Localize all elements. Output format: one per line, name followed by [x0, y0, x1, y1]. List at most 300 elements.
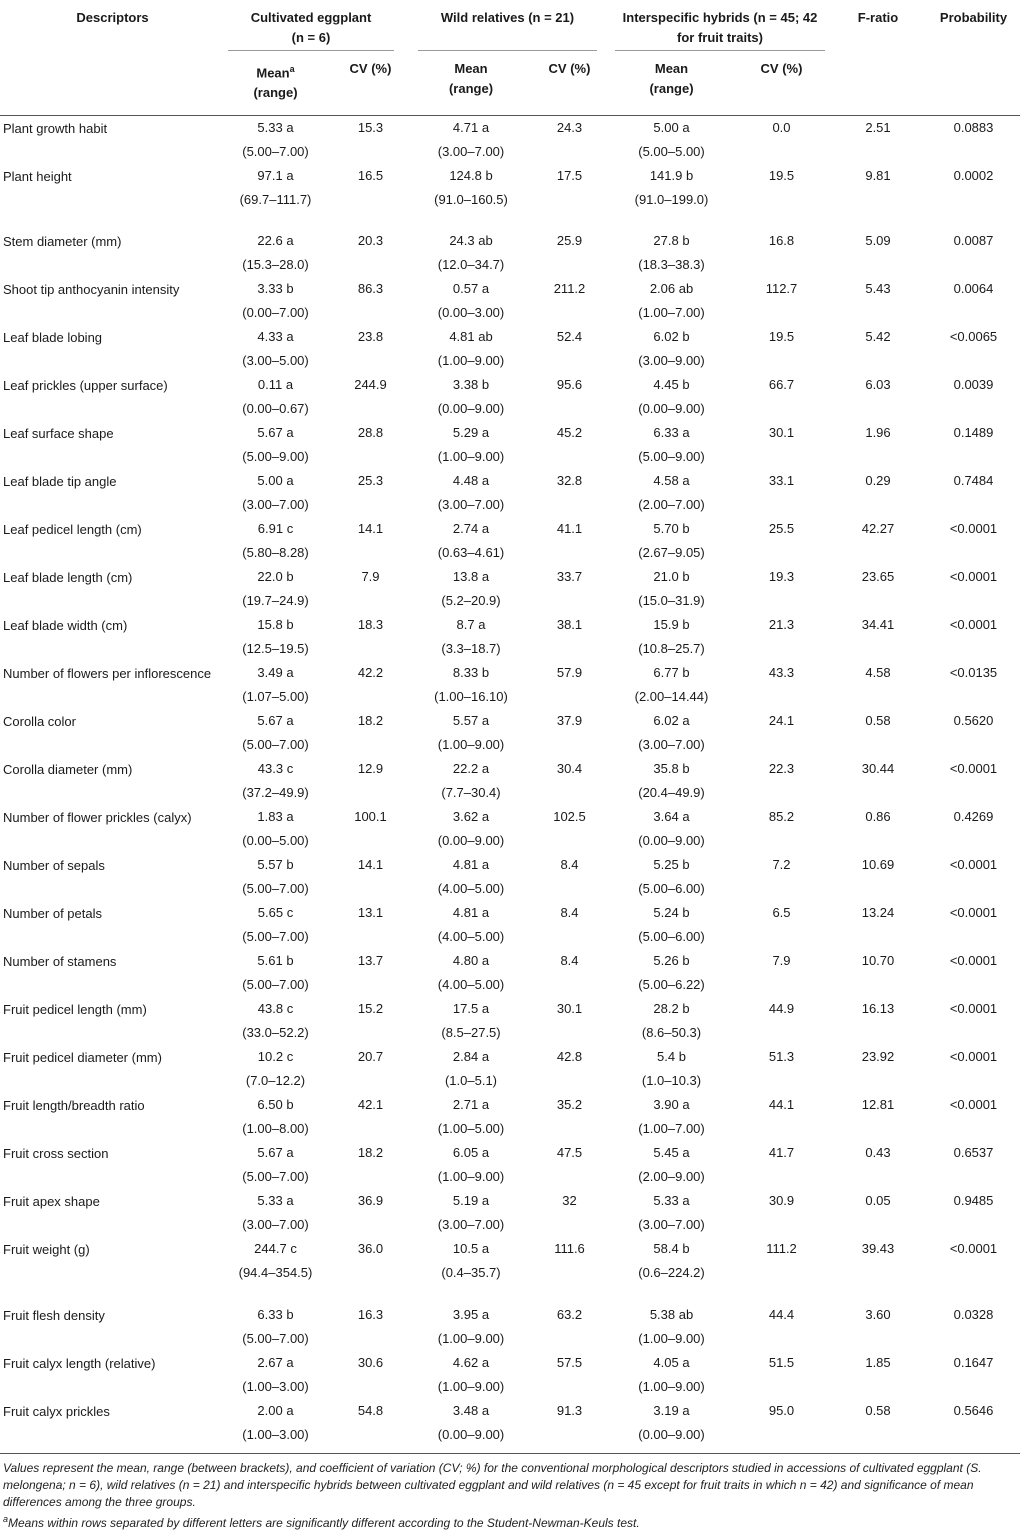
wild-mean-range: [412, 517, 530, 565]
descriptor-name: Fruit length/breadth ratio: [3, 1098, 145, 1113]
hybrids-mean-range: [609, 661, 734, 709]
descriptor-name: Leaf pedicel length (cm): [3, 522, 142, 537]
wild-mean-range: [412, 469, 530, 517]
wild-mean-range: [412, 325, 530, 373]
hybrids-mean-range-mean: 5.26 b: [653, 953, 690, 968]
hybrids-cv: 16.8: [768, 233, 795, 248]
wild-cv: 30.1: [556, 1001, 583, 1016]
cultivated-mean-range: [222, 1399, 329, 1454]
wild-mean-range-range: (0.00–9.00): [437, 1427, 505, 1442]
hybrids-cv: 30.9: [768, 1193, 795, 1208]
hybrids-mean-range-range: (1.0–10.3): [641, 1073, 702, 1088]
cultivated-cv: 15.2: [357, 1001, 384, 1016]
table-row: [0, 373, 1020, 421]
hybrids-mean-range-range: (1.00–7.00): [638, 305, 705, 320]
hybrids-mean-range-range: (8.6–50.3): [641, 1025, 702, 1040]
hybrids-mean-range: [609, 373, 734, 421]
descriptor-name: Number of sepals: [3, 858, 105, 873]
f-ratio-value: 6.03: [865, 377, 891, 392]
wild-mean-range-range: (1.00–9.00): [437, 353, 505, 368]
wild-mean-range-mean: 3.38 b: [452, 377, 490, 392]
wild-mean-range-mean: 5.57 a: [452, 713, 490, 728]
probability-value: 0.0039: [953, 377, 994, 392]
wild-cv: 37.9: [556, 713, 583, 728]
wild-mean-range-mean: 8.7 a: [456, 617, 486, 632]
cultivated-mean-range-mean: 6.50 b: [257, 1097, 294, 1112]
hybrids-mean-range-range: (1.00–9.00): [638, 1379, 705, 1394]
wild-mean-range: [412, 164, 530, 229]
probability-value: <0.0001: [949, 1097, 998, 1112]
wild-mean-range-range: (5.2–20.9): [441, 593, 501, 608]
cultivated-mean-range-range: (5.00–7.00): [242, 929, 309, 944]
wild-mean-range: [412, 805, 530, 853]
table-row: [0, 421, 1020, 469]
probability-value: <0.0001: [949, 857, 998, 872]
wild-cv: 30.4: [556, 761, 583, 776]
hybrids-cv: 41.7: [768, 1145, 795, 1160]
probability-value: <0.0001: [949, 905, 998, 920]
hybrids-mean-range: [609, 1351, 734, 1399]
wild-mean-range-mean: 10.5 a: [452, 1241, 490, 1256]
wild-mean-range-range: (0.63–4.61): [437, 545, 505, 560]
wild-mean-range-range: (0.00–9.00): [437, 401, 505, 416]
cultivated-cv: 13.7: [357, 953, 384, 968]
table-row: [0, 116, 1020, 165]
wild-mean-range: [412, 949, 530, 997]
cultivated-cv: 30.6: [357, 1355, 384, 1370]
probability-value: 0.6537: [953, 1145, 994, 1160]
hybrids-mean-range-mean: 35.8 b: [653, 761, 690, 776]
header-mean-hybrids: Mean (range): [649, 61, 694, 96]
probability-value: 0.0883: [953, 120, 994, 135]
cultivated-mean-range-range: (37.2–49.9): [242, 785, 309, 800]
f-ratio-value: 13.24: [861, 905, 895, 920]
wild-mean-range: [412, 1351, 530, 1399]
wild-mean-range-range: (1.0–5.1): [444, 1073, 498, 1088]
hybrids-cv: 22.3: [768, 761, 795, 776]
wild-mean-range-range: (1.00–9.00): [437, 1169, 505, 1184]
wild-mean-range-mean: 17.5 a: [452, 1001, 490, 1016]
cultivated-cv: 36.9: [357, 1193, 384, 1208]
f-ratio-value: 39.43: [861, 1241, 895, 1256]
hybrids-mean-range-range: (2.00–14.44): [634, 689, 709, 704]
header-hybrids-line2: for fruit traits): [677, 30, 763, 45]
table-row: [0, 164, 1020, 229]
cultivated-mean-range-range: (94.4–354.5): [238, 1265, 313, 1280]
cultivated-mean-range: [222, 1045, 329, 1093]
hybrids-mean-range-range: (5.00–5.00): [638, 144, 705, 159]
hybrids-cv: 51.5: [768, 1355, 795, 1370]
cultivated-mean-range-range: (69.7–111.7): [239, 192, 312, 207]
hybrids-mean-range: [609, 517, 734, 565]
wild-mean-range-range: (4.00–5.00): [437, 881, 505, 896]
descriptor-name: Fruit calyx length (relative): [3, 1356, 156, 1371]
hybrids-cv: 95.0: [734, 1399, 829, 1454]
wild-mean-range-mean: 5.19 a: [452, 1193, 490, 1208]
hybrids-mean-range: [609, 613, 734, 661]
hybrids-mean-range-range: (1.00–9.00): [638, 1331, 705, 1346]
wild-mean-range-mean: 13.8 a: [452, 569, 490, 584]
cultivated-cv: 15.3: [357, 120, 384, 135]
table-row: [0, 1303, 1020, 1351]
hybrids-mean-range-mean: 5.33 a: [653, 1193, 690, 1208]
wild-mean-range: [412, 997, 530, 1045]
f-ratio-value: 4.58: [865, 665, 891, 680]
wild-cv: 33.7: [556, 569, 583, 584]
cultivated-mean-range-mean: 5.57 b: [257, 857, 294, 872]
wild-cv: 52.4: [556, 329, 583, 344]
header-row-groups: [0, 0, 1020, 51]
wild-cv: 35.2: [556, 1097, 583, 1112]
hybrids-mean-range-range: (5.00–6.22): [638, 977, 705, 992]
hybrids-mean-range-mean: 58.4 b: [653, 1241, 690, 1256]
wild-mean-range: [412, 1399, 530, 1454]
descriptor-name: Leaf blade width (cm): [3, 618, 128, 633]
wild-mean-range-range: (0.00–3.00): [437, 305, 505, 320]
table-row: [0, 1093, 1020, 1141]
header-row-sub: [0, 51, 1020, 116]
header-mean-wild: Mean (range): [448, 61, 494, 96]
header-cv-hybrids: CV (%): [760, 61, 803, 76]
values-note: Values represent the mean, range (between brackets), and coefficient of variation (CV; %) for the conventional morphological descriptors studied in accessions of cultivated eggplant (S. melongena; n = 6), wild relatives (n = 21) and interspecific hybrids between cultivated eggplant and wild relatives (n = 45 except for fruit traits in which n = 42) and significance of mean differences among the three groups.: [3, 1461, 982, 1509]
wild-cv: 111.6: [554, 1241, 585, 1256]
f-ratio-value: 10.70: [861, 953, 895, 968]
hybrids-mean-range: [609, 164, 734, 229]
cultivated-mean-range-range: (0.00–0.67): [242, 401, 309, 416]
wild-cv: 24.3: [556, 120, 583, 135]
hybrids-mean-range-mean: 15.9 b: [653, 617, 690, 632]
wild-mean-range-range: (4.00–5.00): [437, 929, 505, 944]
cultivated-mean-range-range: (1.00–3.00): [242, 1379, 309, 1394]
cultivated-mean-range-mean: 244.7 c: [254, 1241, 297, 1256]
wild-mean-range-range: (7.7–30.4): [441, 785, 501, 800]
wild-cv: 57.9: [556, 665, 583, 680]
table-row: [0, 277, 1020, 325]
hybrids-mean-range: [609, 1093, 734, 1141]
cultivated-mean-range-mean: 2.67 a: [257, 1355, 294, 1370]
probability-value: 0.5620: [953, 713, 994, 728]
wild-mean-range-range: (3.3–18.7): [441, 641, 501, 656]
f-ratio-value: 23.65: [861, 569, 895, 584]
hybrids-mean-range-range: (18.3–38.3): [638, 257, 705, 272]
descriptor-name: Stem diameter (mm): [3, 234, 122, 249]
hybrids-mean-range: [609, 421, 734, 469]
hybrids-mean-range: [609, 1045, 734, 1093]
f-ratio-value: 0.43: [865, 1145, 891, 1160]
hybrids-mean-range-range: (20.4–49.9): [638, 785, 705, 800]
cultivated-mean-range-mean: 5.67 a: [257, 425, 294, 440]
wild-mean-range: [412, 277, 530, 325]
cultivated-mean-range-range: (33.0–52.2): [242, 1025, 309, 1040]
cultivated-mean-range-mean: 1.83 a: [257, 809, 294, 824]
cultivated-mean-range: [222, 949, 329, 997]
descriptor-name: Corolla color: [3, 714, 76, 729]
wild-mean-range-range: (1.00–16.10): [434, 689, 508, 704]
wild-mean-range-mean: 24.3 ab: [449, 233, 493, 248]
hybrids-mean-range: [609, 229, 734, 277]
hybrids-mean-range-mean: 6.77 b: [653, 665, 690, 680]
cultivated-cv: 18.2: [357, 713, 384, 728]
table-row: [0, 325, 1020, 373]
wild-cv: 102.5: [553, 809, 586, 824]
f-ratio-value: 5.42: [865, 329, 891, 344]
wild-cv: 25.9: [556, 233, 583, 248]
hybrids-cv: 7.9: [772, 953, 791, 968]
cultivated-cv: 86.3: [357, 281, 384, 296]
descriptor-name: Leaf blade length (cm): [3, 570, 133, 585]
wild-cv: 57.5: [556, 1355, 583, 1370]
cultivated-cv: 28.8: [357, 425, 384, 440]
table-row: [0, 949, 1020, 997]
cultivated-mean-range-range: (0.00–7.00): [242, 305, 309, 320]
wild-mean-range-mean: 4.81 a: [452, 905, 490, 920]
cultivated-mean-range-range: (0.00–5.00): [242, 833, 309, 848]
cultivated-mean-range-range: (15.3–28.0): [242, 257, 309, 272]
hybrids-mean-range: [609, 565, 734, 613]
header-cv-wild: CV (%): [548, 61, 591, 76]
f-ratio-value: 1.85: [865, 1355, 891, 1370]
wild-mean-range-mean: 0.57 a: [452, 281, 490, 296]
cultivated-cv: 54.8: [329, 1399, 412, 1454]
table-row: [0, 565, 1020, 613]
wild-mean-range-mean: 3.62 a: [452, 809, 490, 824]
hybrids-mean-range: [609, 1141, 734, 1189]
cultivated-mean-range-range: (7.0–12.2): [245, 1073, 306, 1088]
cultivated-mean-range-mean: 43.3 c: [257, 761, 294, 776]
hybrids-cv: 19.5: [768, 168, 795, 183]
hybrids-mean-range-mean: 5.25 b: [653, 857, 690, 872]
hybrids-cv: 44.9: [768, 1001, 795, 1016]
descriptor-name: Fruit pedicel length (mm): [3, 1002, 147, 1017]
f-ratio-value: 1.96: [865, 425, 891, 440]
cultivated-mean-range-mean: 6.91 c: [257, 521, 294, 536]
cultivated-mean-range-mean: 4.33 a: [257, 329, 294, 344]
wild-cv: 95.6: [556, 377, 583, 392]
hybrids-cv: 111.2: [766, 1241, 797, 1256]
cultivated-mean-range-mean: 5.67 a: [257, 713, 294, 728]
f-ratio-value: 30.44: [861, 761, 895, 776]
cultivated-mean-range-mean: 5.67 a: [257, 1145, 294, 1160]
cultivated-mean-range-range: (5.00–7.00): [242, 881, 309, 896]
cultivated-cv: 18.2: [357, 1145, 384, 1160]
cultivated-mean-range: [222, 997, 329, 1045]
hybrids-mean-range-range: (1.00–7.00): [638, 1121, 705, 1136]
cultivated-mean-range-range: (3.00–5.00): [242, 353, 309, 368]
f-ratio-value: 5.43: [865, 281, 891, 296]
cultivated-mean-range-mean: 97.1 a: [257, 168, 294, 183]
table-row: [0, 1237, 1020, 1303]
wild-mean-range: [412, 1045, 530, 1093]
descriptor-name: Shoot tip anthocyanin intensity: [3, 282, 180, 297]
wild-cv: 211.2: [553, 281, 586, 296]
wild-mean-range-range: (1.00–9.00): [437, 449, 505, 464]
probability-value: 0.0328: [953, 1307, 994, 1322]
wild-cv: 42.8: [556, 1049, 583, 1064]
wild-mean-range: [412, 613, 530, 661]
table-row: [0, 469, 1020, 517]
wild-mean-range-range: (1.00–9.00): [437, 737, 505, 752]
f-ratio-value: 0.58: [865, 713, 891, 728]
wild-mean-range: [412, 229, 530, 277]
header-hybrids-line1: Interspecific hybrids (n = 45; 42: [622, 10, 818, 25]
wild-mean-range-mean: 4.62 a: [452, 1355, 490, 1370]
f-ratio-value: 12.81: [861, 1097, 895, 1112]
wild-mean-range: [412, 901, 530, 949]
wild-mean-range-range: (3.00–7.00): [437, 497, 505, 512]
hybrids-mean-range: [609, 709, 734, 757]
hybrids-cv: 43.3: [768, 665, 795, 680]
probability-value: 0.0002: [953, 168, 994, 183]
wild-mean-range: [412, 116, 530, 165]
hybrids-mean-range-mean: 4.45 b: [653, 377, 690, 392]
cultivated-mean-range: [222, 373, 329, 421]
wild-mean-range-mean: 3.48 a: [452, 1403, 490, 1418]
cultivated-mean-range-mean: 3.49 a: [257, 665, 294, 680]
footnote: $^a$Means within rows separated by different letters are significantly different according to the Student-Newman-Keuls test.: [3, 1514, 640, 1530]
header-cv-cultivated: CV (%): [349, 61, 392, 76]
descriptor-name: Fruit flesh density: [3, 1308, 105, 1323]
hybrids-cv: 19.5: [768, 329, 795, 344]
probability-value: 0.7484: [953, 473, 994, 488]
hybrids-mean-range-mean: 6.33 a: [653, 425, 690, 440]
wild-mean-range: [412, 373, 530, 421]
probability-value: <0.0001: [949, 521, 998, 536]
wild-mean-range-mean: 5.29 a: [452, 425, 490, 440]
cultivated-mean-range-mean: 5.65 c: [257, 905, 294, 920]
wild-cv: 8.4: [560, 857, 579, 872]
hybrids-cv: 30.1: [768, 425, 795, 440]
probability-value: <0.0001: [949, 761, 998, 776]
table-row: [0, 805, 1020, 853]
cultivated-cv: 14.1: [357, 521, 384, 536]
cultivated-mean-range-range: (5.00–9.00): [242, 449, 309, 464]
hybrids-cv: 6.5: [772, 905, 791, 920]
header-wild: [412, 0, 609, 51]
cultivated-cv: 20.7: [357, 1049, 384, 1064]
header-cultivated-line2: (n = 6): [291, 30, 331, 45]
wild-cv: 47.5: [556, 1145, 583, 1160]
wild-mean-range-range: (3.00–7.00): [437, 1217, 505, 1232]
cultivated-mean-range-range: (5.00–7.00): [242, 1331, 309, 1346]
table-row: [0, 1399, 1020, 1454]
header-cultivated-line1: Cultivated eggplant: [250, 10, 372, 25]
wild-cv: 8.4: [560, 953, 579, 968]
hybrids-mean-range: [609, 949, 734, 997]
wild-mean-range: [412, 709, 530, 757]
table-row: [0, 1351, 1020, 1399]
cultivated-mean-range: [222, 164, 329, 229]
hybrids-mean-range-range: (5.00–9.00): [638, 449, 705, 464]
descriptor-name: Fruit weight (g): [3, 1242, 90, 1257]
hybrids-cv: 21.3: [768, 617, 795, 632]
f-ratio-value: 9.81: [865, 168, 891, 183]
cultivated-cv: 244.9: [354, 377, 387, 392]
table-row: [0, 853, 1020, 901]
descriptor-name: Leaf blade tip angle: [3, 474, 117, 489]
descriptor-name: Leaf prickles (upper surface): [3, 378, 168, 393]
cultivated-mean-range-range: (19.7–24.9): [242, 593, 309, 608]
wild-mean-range-range: (12.0–34.7): [437, 257, 505, 272]
descriptor-name: Fruit apex shape: [3, 1194, 100, 1209]
table-row: [0, 517, 1020, 565]
cultivated-mean-range-mean: 2.00 a: [257, 1403, 294, 1418]
hybrids-mean-range-mean: 3.64 a: [653, 809, 690, 824]
cultivated-cv: 14.1: [357, 857, 384, 872]
cultivated-mean-range: [222, 277, 329, 325]
hybrids-cv: 25.5: [768, 521, 795, 536]
cultivated-cv: 12.9: [357, 761, 384, 776]
wild-mean-range-mean: 3.95 a: [452, 1307, 490, 1322]
cultivated-mean-range: [222, 661, 329, 709]
probability-value: <0.0001: [949, 1001, 998, 1016]
hybrids-cv: 33.1: [768, 473, 795, 488]
hybrids-mean-range: [609, 1303, 734, 1351]
cultivated-mean-range: [222, 421, 329, 469]
hybrids-mean-range-range: (0.00–9.00): [638, 833, 705, 848]
probability-value: <0.0001: [949, 569, 998, 584]
hybrids-mean-range-mean: 5.38 ab: [649, 1307, 694, 1322]
hybrids-mean-range: [609, 757, 734, 805]
cultivated-mean-range-range: (5.00–7.00): [242, 977, 309, 992]
header-probability: Probability: [939, 10, 1008, 25]
cultivated-mean-range: [222, 613, 329, 661]
wild-mean-range-mean: 6.05 a: [452, 1145, 490, 1160]
descriptor-name: Number of flowers per inflorescence: [3, 666, 212, 681]
hybrids-mean-range: [609, 277, 734, 325]
probability-value: <0.0001: [949, 1049, 998, 1064]
cultivated-mean-range: [222, 805, 329, 853]
wild-mean-range: [412, 757, 530, 805]
f-ratio-value: 2.51: [865, 120, 891, 135]
wild-cv: 17.5: [556, 168, 583, 183]
cultivated-mean-range: [222, 325, 329, 373]
cultivated-mean-range-range: (3.00–7.00): [242, 497, 309, 512]
wild-mean-range: [412, 661, 530, 709]
wild-mean-range: [412, 1141, 530, 1189]
f-ratio-value: 5.09: [865, 233, 891, 248]
hybrids-mean-range-mean: 5.70 b: [653, 521, 690, 536]
cultivated-mean-range: [222, 757, 329, 805]
hybrids-cv: 24.1: [768, 713, 795, 728]
wild-mean-range-range: (3.00–7.00): [437, 144, 505, 159]
cultivated-mean-range-mean: 22.6 a: [257, 233, 294, 248]
cultivated-cv: 7.9: [361, 569, 380, 584]
wild-cv: 91.3: [530, 1399, 609, 1454]
hybrids-mean-range: [609, 469, 734, 517]
hybrids-mean-range-range: (0.00–9.00): [638, 401, 705, 416]
hybrids-cv: 7.2: [772, 857, 791, 872]
wild-mean-range-mean: 22.2 a: [452, 761, 490, 776]
cultivated-mean-range: [222, 1093, 329, 1141]
cultivated-mean-range-range: (12.5–19.5): [242, 641, 309, 656]
hybrids-mean-range-mean: 27.8 b: [653, 233, 690, 248]
probability-value: <0.0001: [949, 1241, 998, 1256]
hybrids-mean-range-range: (3.00–7.00): [638, 737, 705, 752]
cultivated-cv: 42.1: [357, 1097, 384, 1112]
descriptor-name: Fruit pedicel diameter (mm): [3, 1050, 162, 1065]
wild-mean-range: [412, 421, 530, 469]
cultivated-mean-range-range: (5.00–7.00): [242, 144, 309, 159]
cultivated-mean-range-mean: 22.0 b: [257, 569, 294, 584]
hybrids-mean-range-mean: 141.9 b: [649, 168, 694, 183]
cultivated-mean-range-range: (1.00–8.00): [242, 1121, 309, 1136]
hybrids-mean-range-range: (2.67–9.05): [638, 545, 705, 560]
wild-mean-range-mean: 4.80 a: [452, 953, 490, 968]
cultivated-mean-range-mean: 0.11 a: [257, 377, 294, 392]
f-ratio-value: 0.86: [865, 809, 891, 824]
f-ratio-value: 42.27: [861, 521, 895, 536]
cultivated-mean-range-mean: 5.61 b: [257, 953, 294, 968]
